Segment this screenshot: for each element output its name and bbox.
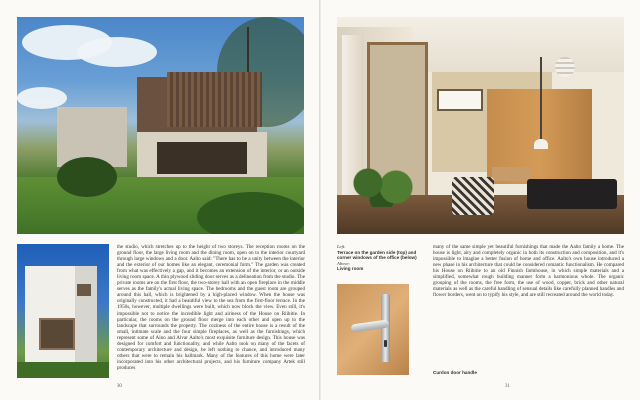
window-plants: [347, 167, 417, 207]
shrub: [197, 192, 304, 234]
caption-above-label: Above:: [337, 260, 351, 266]
garden-terrace-photo: [17, 17, 304, 234]
page-number-left: 30: [117, 384, 122, 389]
corner-window: [39, 318, 75, 350]
zebra-armchair: [452, 177, 494, 215]
photo-captions: [337, 244, 429, 272]
floor-lamp-stem: [540, 57, 542, 147]
office-corner-windows-photo: [17, 244, 109, 378]
cloud: [77, 37, 157, 67]
right-body-text: many of the same simple yet beautiful furnishings that made the Aalto family a home. The house is light, airy and completely organic in both its construction and composition, and it's impossible to imagine a better fusion of home and office. Aalto's own house introduced a new phase in his architecture that could be considered romantic functionalism. He compared his House on Riihitie to an old Finnish farmhouse, in which simple materials and a simplified, somewhat rough building manner form a harmonious whole. The organic grouping of the rooms, the free form, the use of wood, copper, brick and other natural materials as well as the careful handling of sensual details like carefully planned handles and flower borders, went on to typify his style, and are still recreated around the world today.: [433, 244, 624, 299]
floor-lamp-shade: [534, 139, 548, 149]
house-wood-slats: [167, 72, 262, 127]
caption-left-text: Terrace on the garden side (top) and corner windows of the office (below): [337, 249, 417, 261]
caption-above-text: Living room: [337, 266, 364, 272]
upper-window: [77, 284, 91, 296]
sofa: [527, 179, 617, 209]
white-wall-side: [75, 266, 97, 364]
page-number-right: 31: [505, 384, 510, 389]
high-window: [437, 89, 483, 111]
living-room-photo: [337, 17, 624, 234]
left-page: [0, 0, 319, 400]
house-ground-windows: [157, 142, 247, 174]
grass: [17, 362, 109, 378]
door-handle-photo: [337, 284, 409, 375]
pendant-lamp: [555, 57, 575, 77]
left-body-text: the studio, which stretches up to the height of two storeys. The reception rooms on the ground floor, the large living room and the dining room, open on to the interior courtyard through large windows and a door. Aalto said: "There has to be a unity between the interior and the exterior of our homes like an elegant, ceremonial form." The garden was created from what was effectively a gap, and it becomes an extension of the interior, or an outside living room space. A thin plywood sliding door serves as a delineation from the studio. The private rooms are on the first floor, the two-storey hall with an open fireplace in the middle serves as the family's actual living space. The bedrooms and the guest room are grouped around this hall, which is brightened by a high-placed window. When the house was originally constructed, it had a beautiful view to the sea from the first-floor terrace. In the 1950s, however, multiple dwellings were built, which now block the view. Even still, it's impossible not to notice the incredible light and airiness of the House on Riihitie. In particular, the rooms on the ground floor merge into each other and open up to the landscape that surrounds the property. The coziness of the entire house is a result of the small, intimate scale and the four simple fireplaces, as well as the furnishings, which represent some of Aino and Alvar Aalto's most exquisite furniture design. This house was designed for comfort and functionality, and while Aalto took on many of the facets of contemporary architecture and design, he left nothing to chance, and introduced many others that were to remain his hallmark. Many of the features of this home were later incorporated into his other architectural projects, and his furniture company Artek still produces: [117, 244, 305, 371]
caption-door-handle: Curdon door handle: [433, 370, 477, 375]
caption-left-label: Left:: [337, 244, 346, 249]
shrub: [57, 157, 117, 197]
cloud: [17, 87, 67, 109]
side-table: [492, 167, 532, 181]
keyhole: [384, 340, 387, 347]
